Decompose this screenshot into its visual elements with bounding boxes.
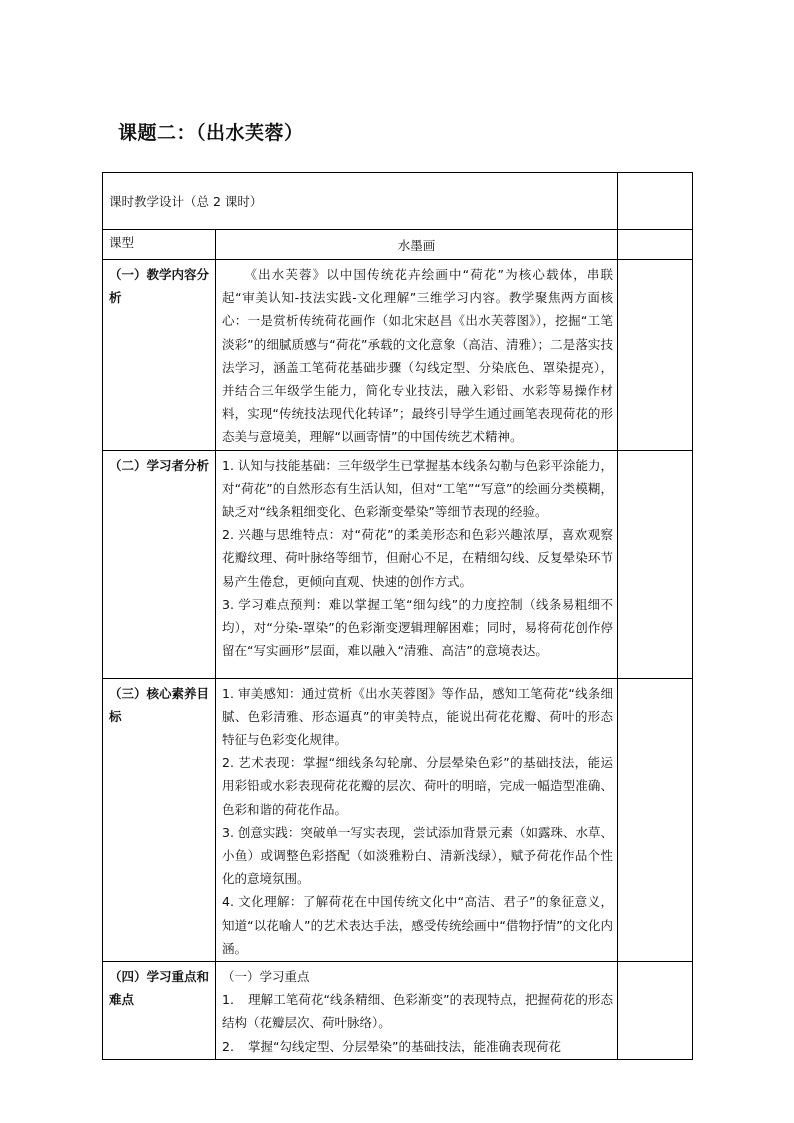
focus-item <box>222 988 613 1034</box>
focus-item-text: 理解工笔荷花“线条精细、色彩渐变”的表现特点，把握荷花的形态结构（花瓣层次、荷叶脉络）。 <box>222 992 613 1031</box>
core-literacy-heading: （三）核心素养目标 <box>103 678 216 961</box>
type-value-cell <box>216 230 618 260</box>
design-label-cell <box>103 173 618 230</box>
focus-difficulty-heading: （四）学习重点和难点 <box>103 962 216 1060</box>
content-analysis-body <box>216 260 618 451</box>
empty-cell <box>618 678 693 961</box>
focus-item-index: 2. <box>222 1038 234 1054</box>
empty-cell <box>618 450 693 678</box>
focus-difficulty-body <box>216 962 618 1060</box>
focus-item-text: 掌握“勾线定型、分层晕染”的基础技法，能准确表现荷花 <box>248 1038 561 1054</box>
design-row <box>103 173 693 230</box>
content-analysis-row <box>103 260 693 451</box>
empty-cell <box>618 962 693 1060</box>
empty-cell <box>618 173 693 230</box>
learner-analysis-heading: （二）学习者分析 <box>103 450 216 678</box>
document-title: 课题二：（出水芙蓉） <box>118 122 304 144</box>
learner-analysis-row <box>103 450 693 678</box>
core-literacy-body <box>216 678 618 961</box>
literacy-goal: 1. 审美感知：通过赏析《出水芙蓉图》等作品，感知工笔荷花“线条细腻、色彩清雅、形态逼真”的审美特点，能说出荷花花瓣、荷叶的形态特征与色彩变化规律。 <box>222 685 613 748</box>
type-label: 课型 <box>109 235 135 250</box>
content-analysis-text: 《出水芙蓉》以中国传统花卉绘画中“荷花”为核心载体，串联起“审美认知-技法实践-文化理解”三维学习内容。教学聚焦两方面核心：一是赏析传统荷花画作（如北宋赵昌《出水芙蓉图》），挖掘“工笔淡彩”的细腻质感与“荷花”承载的文化意象（高洁、清雅）；二是落实技法学习，涵盖工笔荷花基础步骤（勾线定型、分染底色、罩染提亮），并结合三年级学生能力，简化专业技法，融入彩铅、水彩等易操作材料，实现“传统技法现代化转译”；最终引导学生通过画笔表现荷花的形态美与意境美，理解“以画寄情”的中国传统艺术精神。 <box>222 267 613 445</box>
core-literacy-row <box>103 678 693 961</box>
empty-cell <box>618 260 693 451</box>
literacy-goal: 2. 艺术表现：掌握“细线条勾轮廓、分层晕染色彩”的基础技法，能运用彩铅或水彩表现荷花花瓣的层次、荷叶的明暗，完成一幅造型准确、色彩和谐的荷花作品。 <box>222 755 613 817</box>
content-analysis-heading: （一）教学内容分析 <box>103 260 216 451</box>
learner-analysis-body <box>216 450 618 678</box>
empty-cell <box>618 230 693 260</box>
learner-point: 1. 认知与技能基础：三年级学生已掌握基本线条勾勒与色彩平涂能力，对“荷花”的自然形态有生活认知，但对“工笔”“写意”的绘画分类模糊，缺乏对“线条粗细变化、色彩渐变晕染”等细节表现的经验。 <box>222 457 613 520</box>
literacy-goal: 4. 文化理解：了解荷花在中国传统文化中“高洁、君子”的象征意义，知道“以花喻人”的艺术表达手法，感受传统绘画中“借物抒情”的文化内涵。 <box>222 894 613 956</box>
literacy-goal: 3. 创意实践：突破单一写实表现，尝试添加背景元素（如露珠、水草、小鱼）或调整色彩搭配（如淡雅粉白、清新浅绿），赋予荷花作品个性化的意境氛围。 <box>222 824 613 887</box>
design-label: 课时教学设计（总 2 课时） <box>109 194 263 209</box>
focus-difficulty-row <box>103 962 693 1060</box>
lesson-design-table <box>102 172 693 1060</box>
learner-point: 3. 学习难点预判：难以掌握工笔“细勾线”的力度控制（线条易粗细不均），对“分染-罩染”的色彩渐变逻辑理解困难；同时，易将荷花创作停留在“写实画形”层面，难以融入“清雅、高洁”的意境表达。 <box>222 596 613 659</box>
type-row <box>103 230 693 260</box>
focus-item-index: 1. <box>222 992 234 1008</box>
focus-subheading: （一）学习重点 <box>222 969 310 985</box>
focus-item <box>222 1035 613 1058</box>
type-value: 水墨画 <box>397 238 436 253</box>
learner-point: 2. 兴趣与思维特点：对“荷花”的柔美形态和色彩兴趣浓厚，喜欢观察花瓣纹理、荷叶脉络等细节，但耐心不足，在精细勾线、反复晕染环节易产生倦怠，更倾向直观、快速的创作方式。 <box>222 527 613 589</box>
type-label-cell <box>103 230 216 260</box>
